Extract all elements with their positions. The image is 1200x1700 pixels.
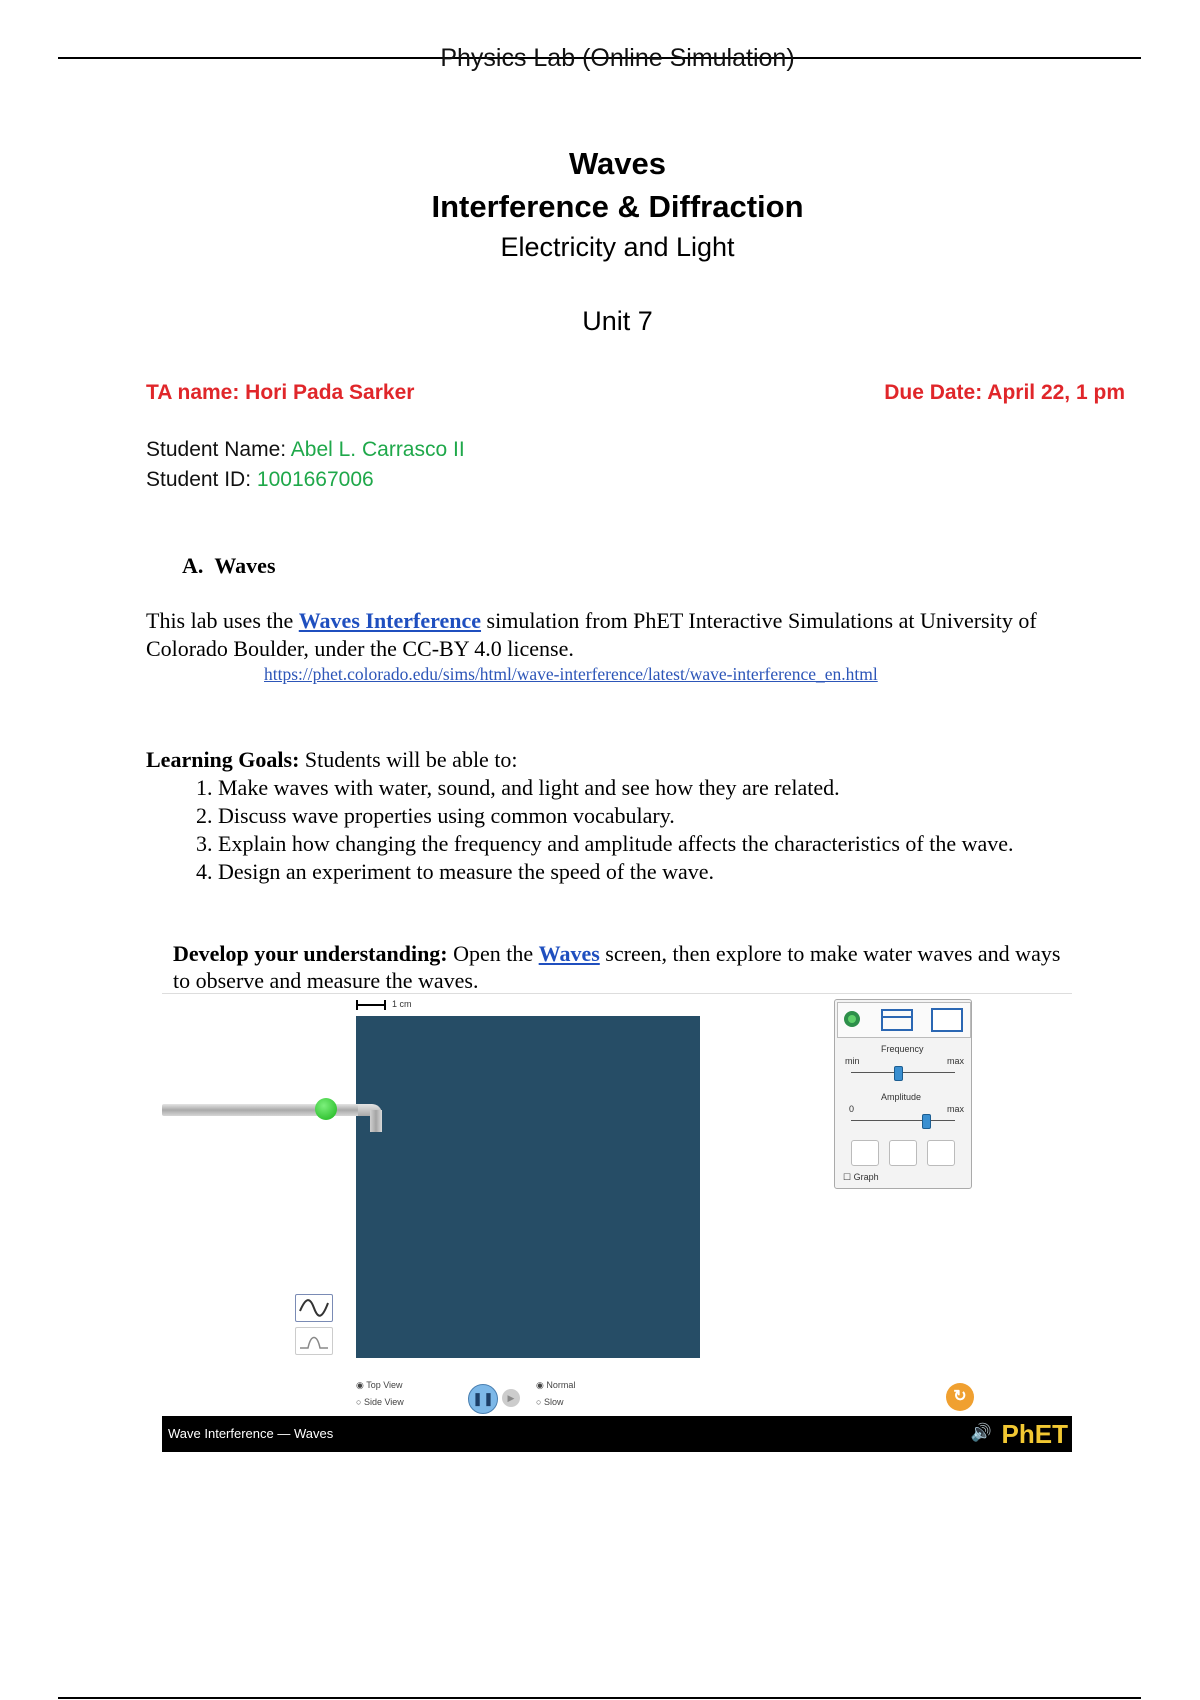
faucet-pipe [162, 1104, 372, 1116]
faucet-valve-button[interactable] [315, 1098, 337, 1120]
sine-wave-icon [296, 1295, 332, 1321]
goals-list [146, 774, 1046, 886]
side-view-radio[interactable]: ○ Side View [356, 1397, 404, 1407]
student-id-row [146, 468, 374, 492]
goals-label: Learning Goals: [146, 747, 300, 772]
develop-paragraph [173, 940, 1073, 994]
top-view-radio[interactable]: ◉ Top View [356, 1380, 403, 1390]
scale-label: 1 cm [392, 999, 412, 1009]
frequency-label: Frequency [881, 1044, 924, 1054]
frequency-min-label: min [845, 1056, 860, 1066]
water-tool-button[interactable] [851, 1140, 879, 1166]
title-waves: Waves [568, 146, 667, 181]
goal-item: 4. Design an experiment to measure the speed of the wave. [218, 858, 1046, 886]
continuous-wave-button[interactable] [295, 1294, 333, 1322]
frequency-slider-thumb[interactable] [894, 1066, 903, 1081]
learning-goals [146, 746, 1046, 886]
pause-button[interactable]: ❚❚ [468, 1384, 498, 1414]
amplitude-label: Amplitude [881, 1092, 922, 1102]
waves-screen-link[interactable]: Waves [538, 941, 600, 966]
develop-label: Develop your understanding: [173, 941, 448, 966]
simulation-screenshot [162, 993, 1072, 1456]
intro-text-after: simulation from PhET Interactive Simulations at University of Colorado Boulder, under the CC-BY 4.0 license. [146, 608, 1037, 661]
tool-bar [837, 1002, 971, 1038]
student-name-row [146, 438, 465, 462]
phet-logo[interactable]: PhET [1001, 1419, 1068, 1449]
normal-speed-label: Normal [546, 1380, 576, 1390]
reset-all-button[interactable]: ↻ [946, 1383, 974, 1411]
top-view-label: Top View [366, 1380, 403, 1390]
sim-navbar [162, 1416, 1072, 1452]
sound-tool-button[interactable] [889, 1140, 917, 1166]
simulation-url-link[interactable]: https://phet.colorado.edu/sims/html/wave-interference/latest/wave-interference_en.html [264, 664, 878, 684]
frequency-slider-track[interactable] [851, 1072, 955, 1073]
goal-item: 1. Make waves with water, sound, and light and see how they are related. [218, 774, 1046, 802]
section-a-label: A. [182, 553, 204, 578]
due-date: Due Date: April 22, 1 pm [884, 381, 1125, 404]
normal-speed-radio[interactable]: ◉ Normal [536, 1380, 576, 1390]
faucet-spout [370, 1110, 382, 1132]
ta-name: TA name: Hori Pada Sarker [146, 381, 415, 404]
side-view-label: Side View [363, 1397, 404, 1407]
tool-icons [838, 1003, 970, 1037]
scale-bar [356, 1004, 386, 1006]
section-a-heading [182, 553, 276, 579]
develop-text-before: Open the [447, 941, 539, 966]
goal-item: 3. Explain how changing the frequency and amplitude affects the characteristics of the wave. [218, 830, 1046, 858]
page-header: Physics Lab (Online Simulation) [440, 44, 795, 72]
pulse-wave-icon [296, 1328, 332, 1354]
student-id-label: Student ID: [146, 468, 257, 491]
control-panel [834, 999, 972, 1189]
title-interference: Interference & Diffraction [431, 189, 804, 224]
unit-label: Unit 7 [582, 306, 653, 336]
pulse-wave-button[interactable] [295, 1327, 333, 1355]
intro-text-before: This lab uses the [146, 608, 299, 633]
intro-paragraph [146, 607, 1046, 663]
slow-speed-label: Slow [543, 1397, 564, 1407]
amplitude-slider-thumb[interactable] [922, 1114, 931, 1129]
graph-checkbox-row[interactable]: ☐ Graph [843, 1172, 879, 1182]
amplitude-slider-track[interactable] [851, 1120, 955, 1121]
graph-checkbox-label: Graph [853, 1172, 879, 1182]
light-tool-button[interactable] [927, 1140, 955, 1166]
goal-item: 2. Discuss wave properties using common vocabulary. [218, 802, 1046, 830]
amplitude-max-label: max [947, 1104, 965, 1114]
sim-nav-title: Wave Interference — Waves [168, 1426, 334, 1441]
student-name-value: Abel L. Carrasco II [290, 438, 465, 461]
section-a-title: Waves [214, 553, 276, 578]
subtitle-course: Electricity and Light [500, 232, 735, 262]
waves-interference-link[interactable]: Waves Interference [298, 608, 482, 633]
student-id-value: 1001667006 [256, 468, 374, 491]
footer-rule [58, 1697, 1141, 1699]
amplitude-zero-label: 0 [849, 1104, 855, 1114]
sound-icon[interactable]: 🔊 [970, 1423, 992, 1442]
step-button[interactable]: ▶ [502, 1389, 520, 1407]
frequency-max-label: max [947, 1056, 965, 1066]
water-tank [356, 1016, 700, 1358]
slow-speed-radio[interactable]: ○ Slow [536, 1397, 564, 1407]
goals-lead: Students will be able to: [299, 747, 518, 772]
student-name-label: Student Name: [146, 438, 291, 461]
develop-text-after: screen, then explore to make water waves and ways to observe and measure the waves. [173, 941, 1061, 993]
